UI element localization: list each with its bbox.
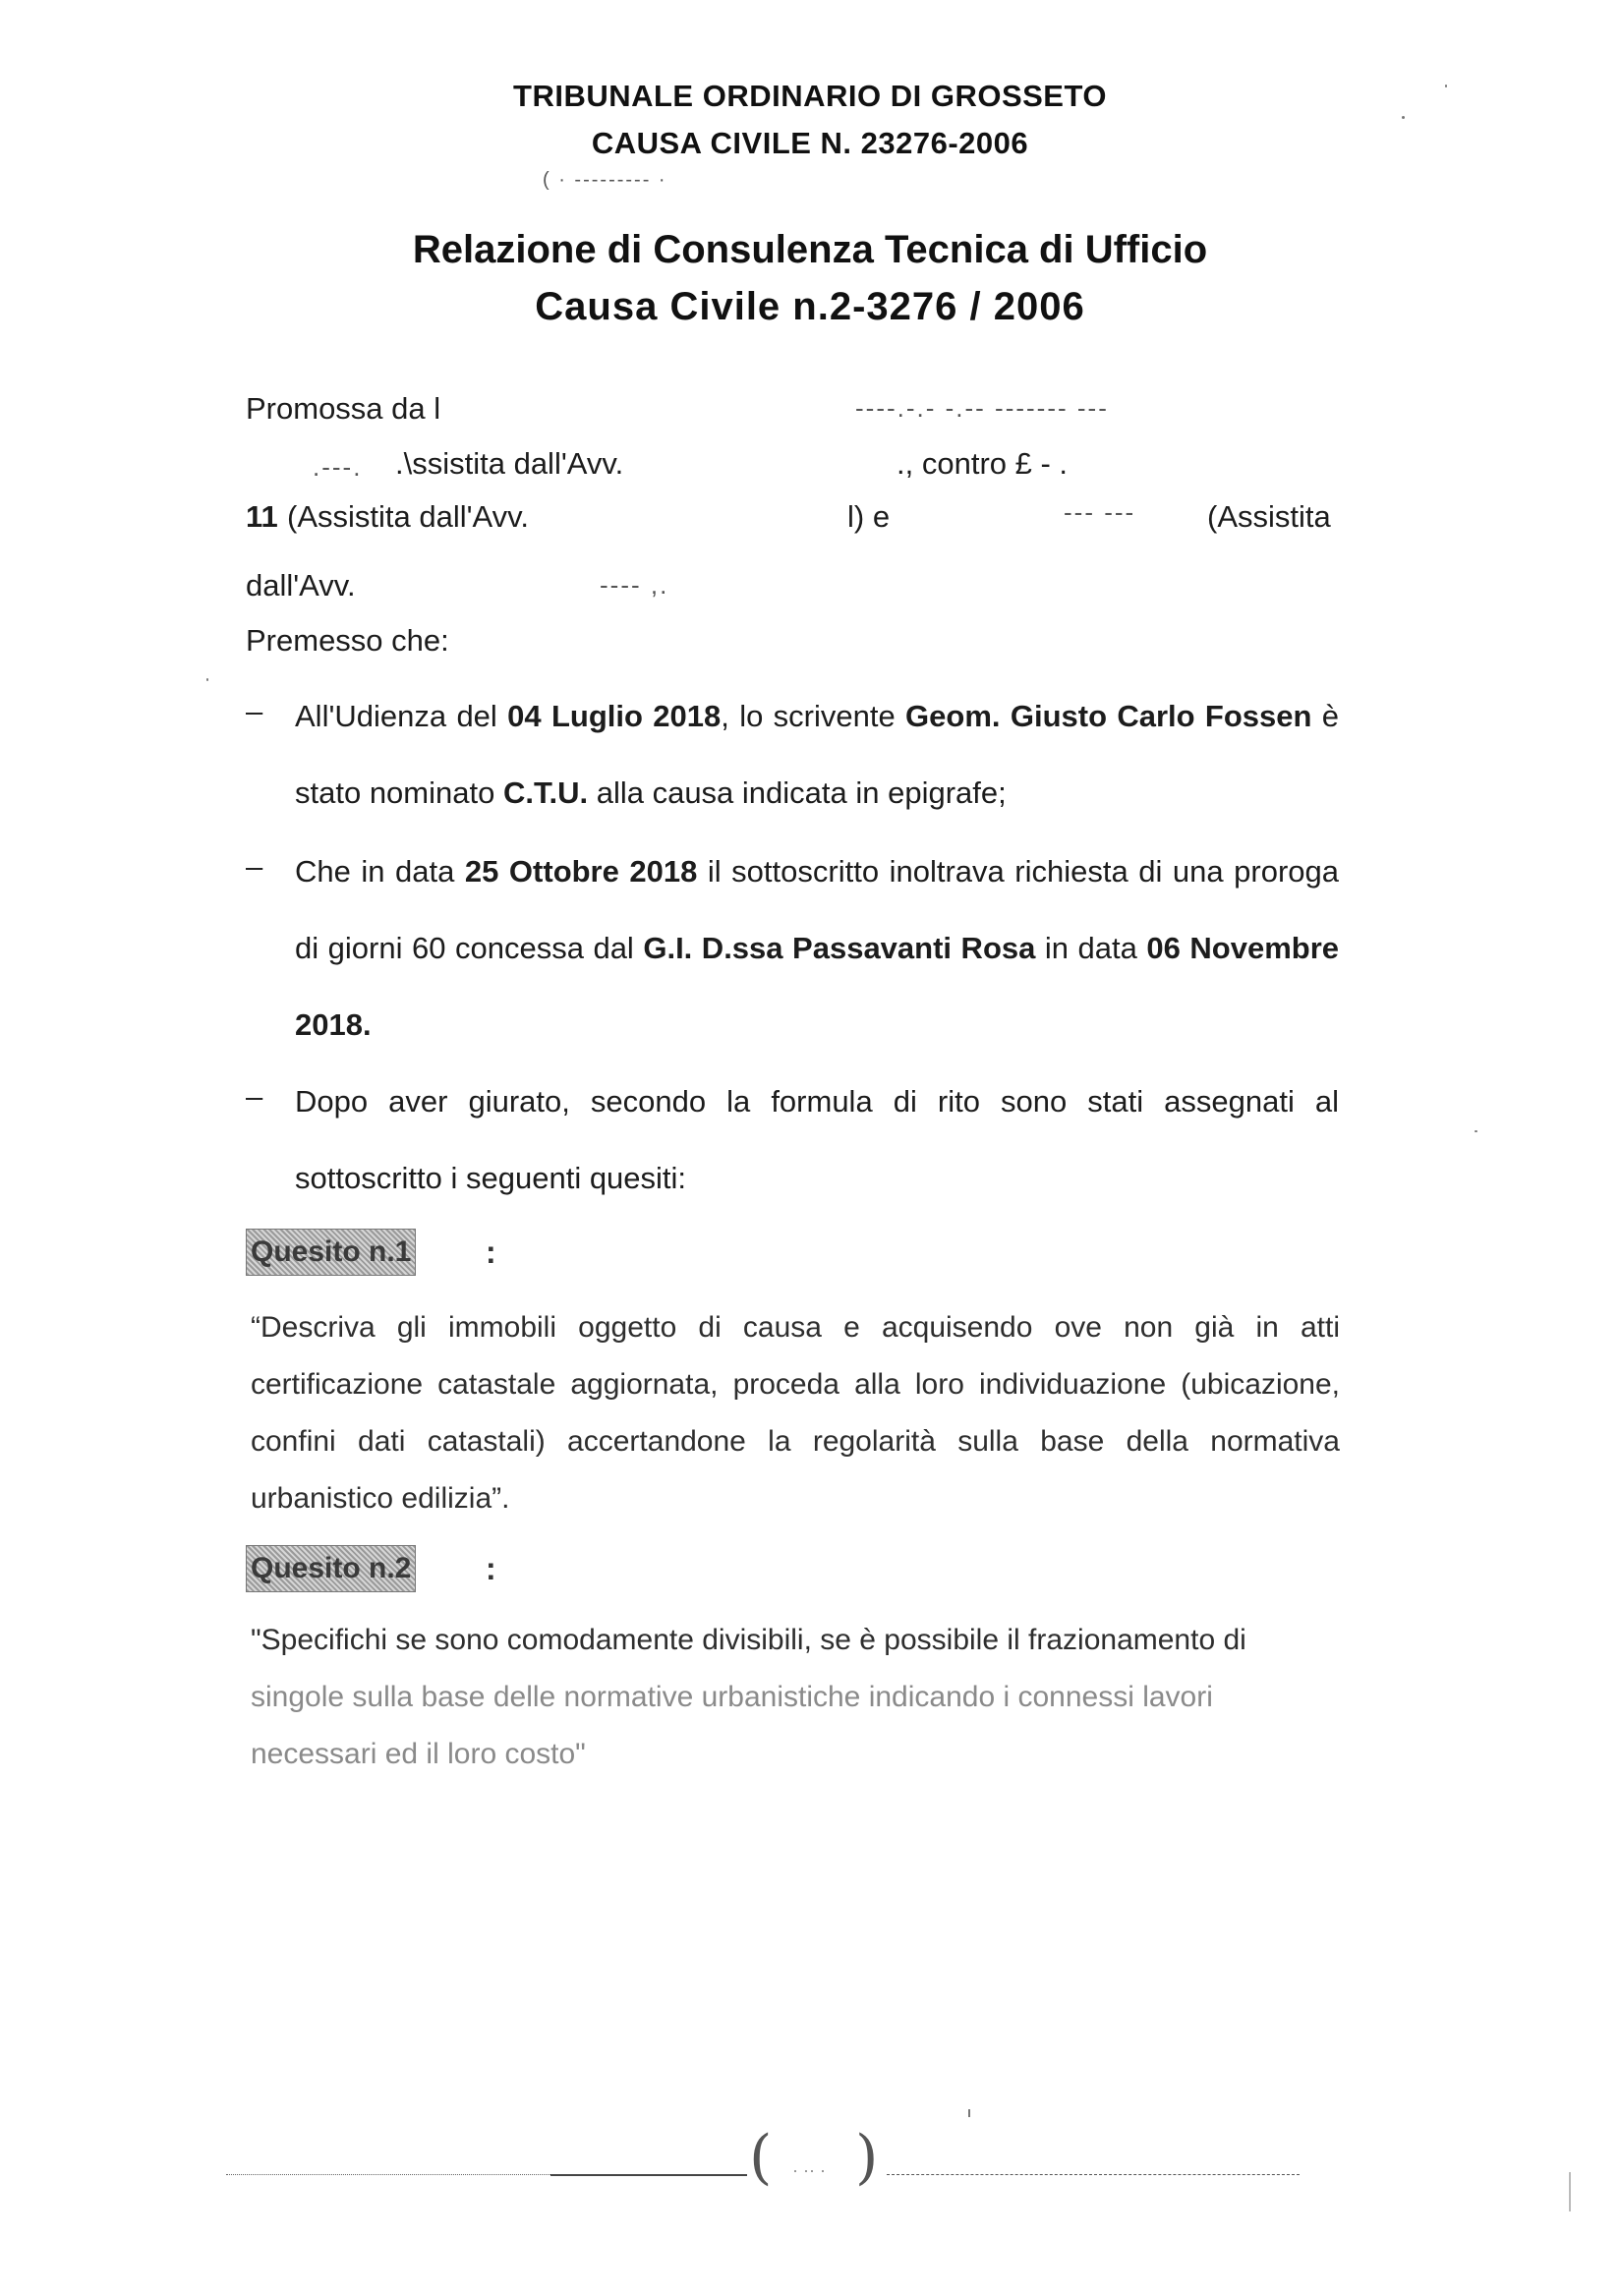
party-e: l) e (847, 499, 891, 534)
assistita-avv-1: .\ssistita dall'Avv. (395, 446, 624, 481)
quesito-2-label: Quesito n.2 (246, 1545, 416, 1592)
quesito-1-label: Quesito n.1 (246, 1229, 416, 1276)
scan-speck (206, 678, 208, 681)
footer-rule-left (550, 2174, 747, 2176)
promossa-da: Promossa da l (246, 391, 441, 426)
case-number: CAUSA CIVILE N. 23276-2006 (591, 126, 1029, 160)
footer-left-paren: ( (749, 2123, 773, 2192)
quesito-1-colon: : (486, 1234, 496, 1270)
court-name: TRIBUNALE ORDINARIO DI GROSSETO (513, 79, 1107, 113)
contro: ., contro £ ‐ . (897, 446, 1069, 481)
scan-speck (968, 2109, 970, 2117)
redaction-mark: ‐‐‐‐.‐.‐ ‐.‐‐ ‐‐‐‐‐‐‐ ‐‐‐ (855, 393, 1109, 423)
bullet-dash: – (246, 849, 263, 884)
bullet-item-2: Che in data 25 Ottobre 2018 il sottoscritto inoltrava richiesta di una proroga di giorni 60 concessa dal G.I. D.ssa Passavanti Rosa in data 06 Novembre 2018. (295, 854, 1340, 1042)
assistita-3: (Assistita (1207, 499, 1331, 534)
quesito-1-text: “Descriva gli immobili oggetto di causa e acquisendo ove non già in atti certificazione catastale aggiornata, proceda alla loro individuazione (ubicazione, confini dati catastali) accertandone la regolarità sulla base della normativa urbanistico edilizia”. (251, 1311, 1340, 1515)
bullet-dash: – (246, 694, 263, 728)
quesito-2-text: "Specifichi se sono comodamente divisibili, se è possibile il frazionamento di singole sulla base delle normative urbanistiche indicando i connessi lavori necessari ed il loro costo" (251, 1624, 1246, 1770)
bullet-item-3: Dopo aver giurato, secondo la formula di rito sono stati assegnati al sottoscritto i seguenti quesiti: (295, 1084, 1339, 1195)
premesso-che: Premesso che: (246, 623, 449, 658)
scan-speck (1475, 1130, 1477, 1132)
footer-rule-right (887, 2174, 1300, 2175)
dall-avv: dall'Avv. (246, 568, 356, 603)
quesito-2-colon: : (486, 1551, 496, 1586)
footer-right-paren: ) (855, 2123, 879, 2192)
report-case-number: Causa Civile n.2-3276 / 2006 (535, 285, 1085, 328)
redaction-mark: ( · ‐‐‐‐‐‐‐‐‐ · (543, 169, 667, 191)
bullet-item-1: All'Udienza del 04 Luglio 2018, lo scrivente Geom. Giusto Carlo Fossen è stato nominato C.T.U. alla causa indicata in epigrafe; (295, 699, 1340, 810)
redaction-mark: ‐‐‐ ‐‐‐ (1064, 497, 1136, 527)
bullet-dash: – (246, 1079, 263, 1114)
scan-speck (1445, 85, 1447, 87)
scan-speck (1569, 2172, 1571, 2211)
party-number: 11 (246, 499, 278, 534)
assistita-avv-2: (Assistita dall'Avv. (287, 499, 529, 534)
report-title: Relazione di Consulenza Tecnica di Ufficio (412, 228, 1208, 271)
page-number-mark: · ·· · (792, 2160, 826, 2180)
scan-speck (1402, 116, 1405, 119)
redaction-mark: ‐‐‐‐ ,. (600, 570, 669, 600)
redaction-mark: .‐‐‐. (313, 452, 363, 482)
